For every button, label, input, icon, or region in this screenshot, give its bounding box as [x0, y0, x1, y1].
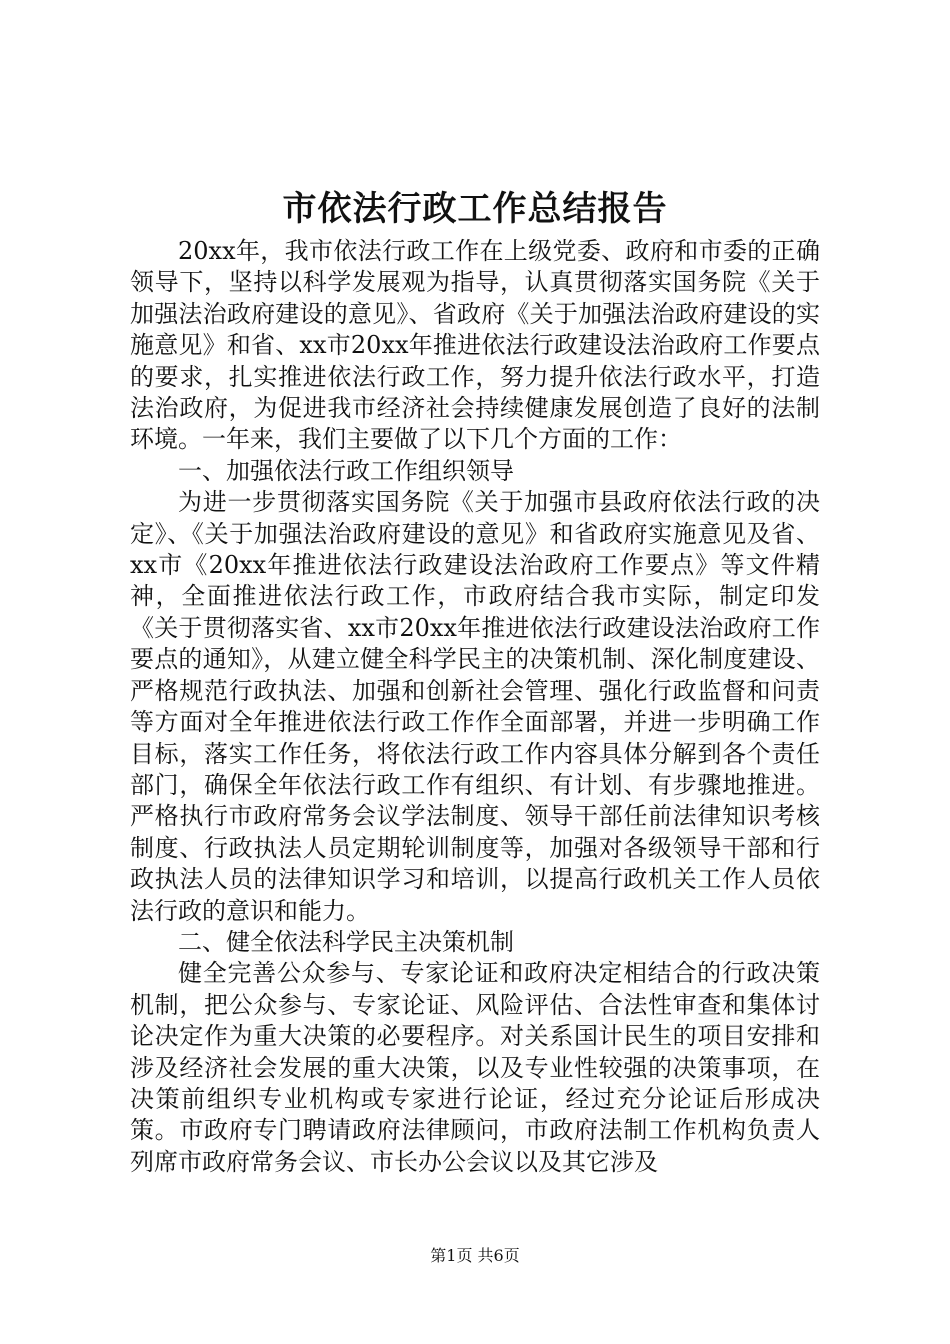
page-footer: 第1页 共6页	[430, 1246, 520, 1265]
section-heading-2: 二、健全依法科学民主决策机制	[178, 927, 514, 956]
paragraph-section-2: 健全完善公众参与、专家论证和政府决定相结合的行政决策机制，把公众参与、专家论证、风险评估、合法性审查和集体讨论决定作为重大决策的必要程序。对关系国计民生的项目安排和涉及经济社会发展的重大决策，以及专业性较强的决策事项，在决策前组织专业机构或专家进行论证，经过充分论证后形成决策。市政府专门聘请政府法律顾问，市政府法制工作机构负责人列席市政府常务会议、市长办公会议以及其它涉及	[130, 959, 820, 1176]
section-heading-1: 一、加强依法行政工作组织领导	[178, 456, 514, 485]
paragraph-section-1: 为进一步贯彻落实国务院《关于加强市县政府依法行政的决定》、《关于加强法治政府建设的意见》和省政府实施意见及省、xx市《20xx年推进依法行政建设法治政府工作要点》等文件精神，全面推进依法行政工作，市政府结合我市实际，制定印发《关于贯彻落实省、xx市20xx年推进依法行政建设法治政府工作要点的通知》，从建立健全科学民主的决策机制、深化制度建设、严格规范行政执法、加强和创新社会管理、强化行政监督和问责等方面对全年推进依法行政工作作全面部署，并进一步明确工作目标，落实工作任务，将依法行政工作内容具体分解到各个责任部门，确保全年依法行政工作有组织、有计划、有步骤地推进。严格执行市政府常务会议学法制度、领导干部任前法律知识考核制度、行政执法人员定期轮训制度等，加强对各级领导干部和行政执法人员的法律知识学习和培训，以提高行政机关工作人员依法行政的意识和能力。	[130, 488, 820, 925]
paragraph-intro: 20xx年，我市依法行政工作在上级党委、政府和市委的正确领导下，坚持以科学发展观为指导，认真贯彻落实国务院《关于加强法治政府建设的意见》、省政府《关于加强法治政府建设的实施意见》和省、xx市20xx年推进依法行政建设法治政府工作要点的要求，扎实推进依法行政工作，努力提升依法行政水平，打造法治政府，为促进我市经济社会持续健康发展创造了良好的法制环境。一年来，我们主要做了以下几个方面的工作：	[130, 237, 820, 454]
document-title: 市依法行政工作总结报告	[282, 189, 668, 229]
document-body	[130, 236, 820, 1178]
